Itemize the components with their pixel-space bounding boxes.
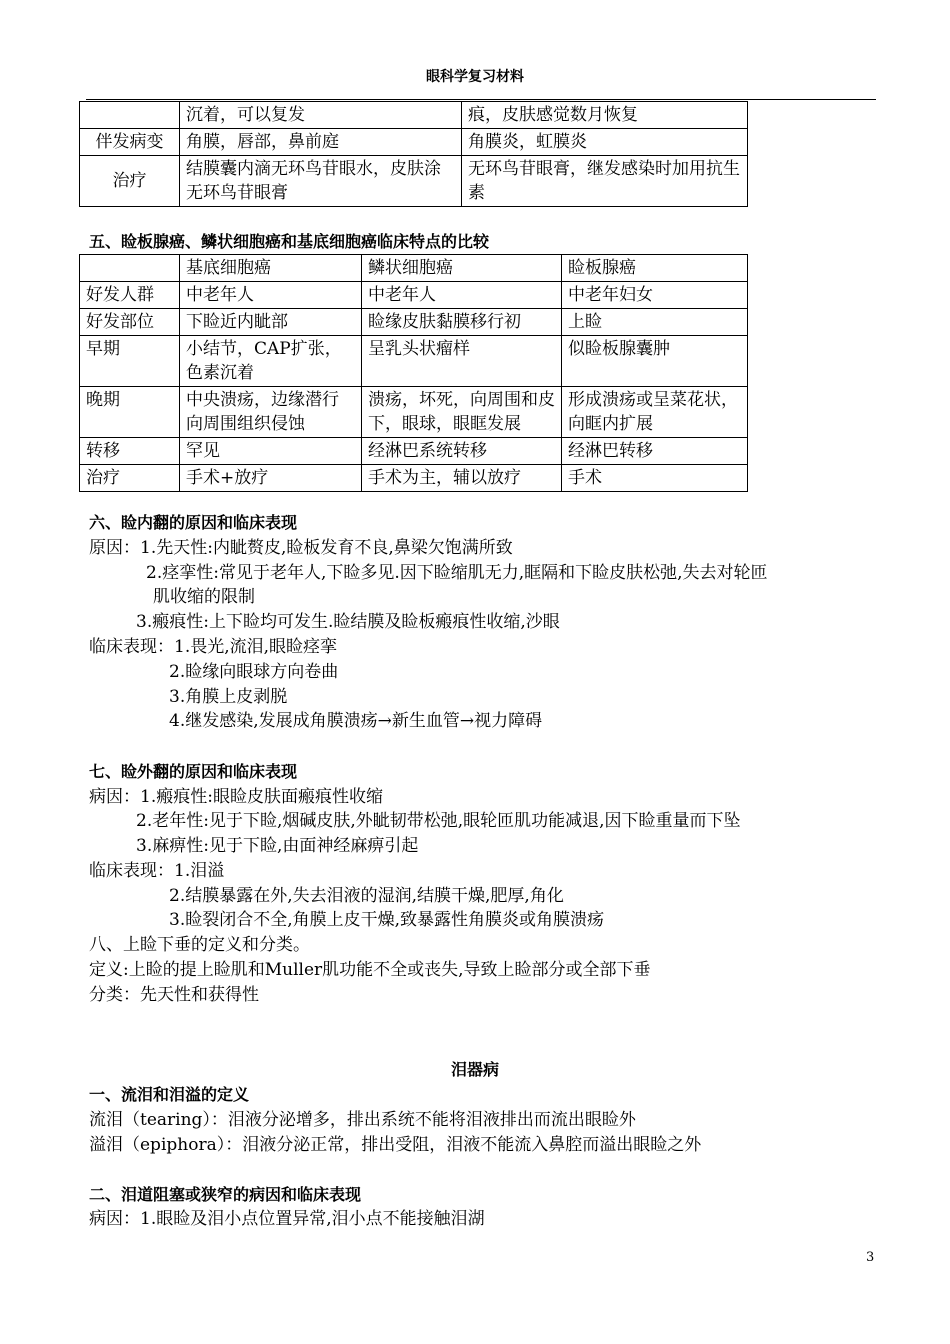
table-cell: 转移 bbox=[80, 438, 180, 465]
body-line: 3.瘢痕性:上下睑均可发生.睑结膜及睑板瘢痕性收缩,沙眼 bbox=[136, 612, 560, 632]
body-line: 2.结膜暴露在外,失去泪液的湿润,结膜干燥,肥厚,角化 bbox=[169, 886, 564, 906]
table-row bbox=[80, 282, 748, 309]
body-line: 溢泪（epiphora）：泪液分泌正常，排出受阻，泪液不能流入鼻腔而溢出眼睑之外 bbox=[89, 1135, 702, 1155]
table-row bbox=[80, 309, 748, 336]
section-heading: 二、泪道阻塞或狭窄的病因和临床表现 bbox=[89, 1185, 362, 1204]
body-line: 4.继发感染,发展成角膜溃疡→新生血管→视力障碍 bbox=[169, 711, 543, 731]
table-cell: 中央溃疡，边缘潜行向周围组织侵蚀 bbox=[180, 387, 362, 438]
table-header-cell: 基底细胞癌 bbox=[180, 255, 362, 282]
table-cell: 角膜炎，虹膜炎 bbox=[462, 129, 748, 156]
table-row bbox=[80, 438, 748, 465]
body-line: 原因：1.先天性:内眦赘皮,睑板发育不良,鼻梁欠饱满所致 bbox=[89, 538, 513, 558]
table-cell: 治疗 bbox=[80, 465, 180, 492]
table-cell: 手术为主，辅以放疗 bbox=[362, 465, 562, 492]
continuation-table bbox=[79, 101, 748, 207]
body-line: 3.角膜上皮剥脱 bbox=[169, 687, 288, 707]
page-header-title: 眼科学复习材料 bbox=[426, 69, 524, 85]
body-line: 3.睑裂闭合不全,角膜上皮干燥,致暴露性角膜炎或角膜溃疡 bbox=[169, 910, 605, 930]
section-heading: 一、流泪和泪溢的定义 bbox=[89, 1085, 250, 1104]
table-row bbox=[80, 156, 748, 207]
table-cell: 形成溃疡或呈菜花状，向眶内扩展 bbox=[562, 387, 748, 438]
table-cell bbox=[80, 102, 180, 129]
table-cell: 早期 bbox=[80, 336, 180, 387]
table-cell: 经淋巴系统转移 bbox=[362, 438, 562, 465]
body-line: 临床表现：1.畏光,流泪,眼睑痉挛 bbox=[89, 637, 338, 657]
table-cell: 呈乳头状瘤样 bbox=[362, 336, 562, 387]
table-cell: 经淋巴转移 bbox=[562, 438, 748, 465]
body-line: 病因：1.眼睑及泪小点位置异常,泪小点不能接触泪湖 bbox=[89, 1209, 485, 1229]
table-cell: 结膜囊内滴无环鸟苷眼水，皮肤涂无环鸟苷眼膏 bbox=[180, 156, 462, 207]
body-line: 病因：1.瘢痕性:眼睑皮肤面瘢痕性收缩 bbox=[89, 787, 383, 807]
table-cell: 手术+放疗 bbox=[180, 465, 362, 492]
table-header-cell: 鳞状细胞癌 bbox=[362, 255, 562, 282]
table-cell: 睑缘皮肤黏膜移行初 bbox=[362, 309, 562, 336]
chapter-title: 泪器病 bbox=[450, 1060, 499, 1079]
table-row bbox=[80, 387, 748, 438]
table-cell: 角膜，唇部，鼻前庭 bbox=[180, 129, 462, 156]
table-cell: 小结节，CAP扩张，色素沉着 bbox=[180, 336, 362, 387]
table-cell: 伴发病变 bbox=[80, 129, 180, 156]
table-cell: 罕见 bbox=[180, 438, 362, 465]
table-cell: 上睑 bbox=[562, 309, 748, 336]
table-row bbox=[80, 129, 748, 156]
table-header-row bbox=[80, 255, 748, 282]
table-header-cell: 睑板腺癌 bbox=[562, 255, 748, 282]
body-line: 2.睑缘向眼球方向卷曲 bbox=[169, 662, 339, 682]
body-line: 定义:上睑的提上睑肌和Muller肌功能不全或丧失,导致上睑部分或全部下垂 bbox=[89, 960, 651, 980]
table-row bbox=[80, 102, 748, 129]
table-header-cell bbox=[80, 255, 180, 282]
section-heading: 七、睑外翻的原因和临床表现 bbox=[89, 762, 298, 781]
body-line: 临床表现：1.泪溢 bbox=[89, 861, 225, 881]
body-line: 肌收缩的限制 bbox=[153, 587, 255, 607]
table-row bbox=[80, 336, 748, 387]
table-cell: 下睑近内眦部 bbox=[180, 309, 362, 336]
table-cell: 中老年妇女 bbox=[562, 282, 748, 309]
header-divider bbox=[86, 99, 876, 100]
table-cell: 无环鸟苷眼膏，继发感染时加用抗生素 bbox=[462, 156, 748, 207]
section-heading: 五、睑板腺癌、鳞状细胞癌和基底细胞癌临床特点的比较 bbox=[89, 232, 490, 251]
table-cell: 好发部位 bbox=[80, 309, 180, 336]
body-line: 分类：先天性和获得性 bbox=[89, 985, 259, 1005]
body-line: 3.麻痹性:见于下睑,由面神经麻痹引起 bbox=[136, 836, 419, 856]
table-cell: 好发人群 bbox=[80, 282, 180, 309]
table-cell: 手术 bbox=[562, 465, 748, 492]
table-cell: 痕，皮肤感觉数月恢复 bbox=[462, 102, 748, 129]
table-cell: 沉着，可以复发 bbox=[180, 102, 462, 129]
table-cell: 溃疡，坏死，向周围和皮下，眼球，眼眶发展 bbox=[362, 387, 562, 438]
table-row bbox=[80, 465, 748, 492]
comparison-table bbox=[79, 254, 748, 492]
table-cell: 晚期 bbox=[80, 387, 180, 438]
body-line: 流泪（tearing）：泪液分泌增多，排出系统不能将泪液排出而流出眼睑外 bbox=[89, 1110, 636, 1130]
page-number: 3 bbox=[866, 1250, 875, 1265]
section-heading: 八、上睑下垂的定义和分类。 bbox=[89, 935, 310, 955]
section-heading: 六、睑内翻的原因和临床表现 bbox=[89, 513, 298, 532]
table-cell: 中老年人 bbox=[362, 282, 562, 309]
table-cell: 似睑板腺囊肿 bbox=[562, 336, 748, 387]
table-cell: 中老年人 bbox=[180, 282, 362, 309]
body-line: 2.老年性:见于下睑,烟碱皮肤,外眦韧带松弛,眼轮匝肌功能减退,因下睑重量而下坠 bbox=[136, 811, 741, 831]
body-line: 2.痉挛性:常见于老年人,下睑多见.因下睑缩肌无力,眶隔和下睑皮肤松弛,失去对轮匝 bbox=[146, 563, 768, 583]
table-cell: 治疗 bbox=[80, 156, 180, 207]
